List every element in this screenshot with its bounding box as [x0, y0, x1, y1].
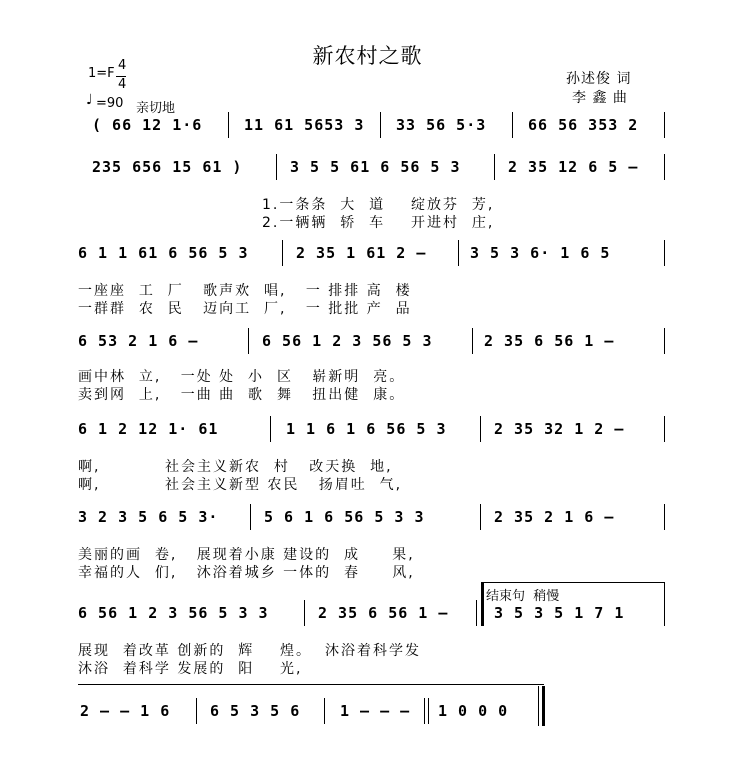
barline [664, 154, 665, 180]
barline [664, 416, 665, 442]
measure: 5 6 1 6 56 5 3 3 [264, 508, 425, 526]
measure: 6 53 2 1 6 – [78, 332, 199, 350]
barline [428, 698, 429, 724]
barline-double [481, 582, 484, 626]
lyric-verse-2: 卖到网 上, 一曲 曲 歌 舞 扭出健 康。 [78, 387, 406, 403]
lyric-verse-2: 啊, 社会主义新型 农民 扬眉吐 气, [78, 477, 403, 493]
measure: 3 5 3 6· 1 6 5 [470, 244, 611, 262]
barline [458, 240, 459, 266]
measure: ( 66 12 1·6 [92, 116, 203, 134]
lyric-verse-2: 一群群 农 民 迈向工 厂, 一 批批 产 品 [78, 301, 412, 317]
lyric-verse-2: 2.一辆辆 轿 车 开进村 庄, [262, 215, 495, 231]
lyric-verse-1: 啊, 社会主义新农 村 改天换 地, [78, 459, 393, 475]
barline [664, 240, 665, 266]
barline [664, 582, 665, 626]
tempo-marking: =90 [96, 96, 124, 111]
lyric-verse-1: 1.一条条 大 道 绽放芬 芳, [262, 197, 495, 213]
time-signature-denominator: 4 [118, 77, 127, 92]
measure: 235 656 15 61 ) [92, 158, 243, 176]
final-barline-thin [538, 686, 539, 726]
expression-marking: 亲切地 [136, 101, 176, 116]
time-signature-numerator: 4 [118, 58, 127, 73]
barline [248, 328, 249, 354]
ending-bracket [482, 582, 664, 583]
barline [228, 112, 229, 138]
barline [250, 504, 251, 530]
measure: 2 35 2 1 6 – [494, 508, 615, 526]
barline [270, 416, 271, 442]
measure: 1 0 0 0 [438, 702, 509, 720]
barline [196, 698, 197, 724]
measure: 2 35 6 56 1 – [484, 332, 615, 350]
measure: 3 2 3 5 6 5 3· [78, 508, 219, 526]
barline [512, 112, 513, 138]
ending-label: 结束句 稍慢 [486, 589, 560, 604]
lyric-verse-1: 美丽的画 卷, 展现着小康 建设的 成 果, [78, 547, 415, 563]
song-title: 新农村之歌 [312, 44, 423, 68]
barline [664, 328, 665, 354]
measure: 66 56 353 2 [528, 116, 639, 134]
lyricist-credit: 孙述俊 词 [566, 71, 632, 87]
barline [480, 416, 481, 442]
barline [282, 240, 283, 266]
measure: 1 – – – [340, 702, 411, 720]
measure: 6 5 3 5 6 [210, 702, 301, 720]
measure: 11 61 5653 3 [244, 116, 365, 134]
measure: 33 56 5·3 [396, 116, 487, 134]
barline [472, 328, 473, 354]
measure: 6 1 2 12 1· 61 [78, 420, 219, 438]
quarter-note-icon: ♩ [86, 92, 93, 108]
barline [664, 504, 665, 530]
lyric-verse-1: 画中林 立, 一处 处 小 区 崭新明 亮。 [78, 369, 406, 385]
barline [380, 112, 381, 138]
measure: 2 – – 1 6 [80, 702, 171, 720]
barline [480, 504, 481, 530]
lyric-verse-1: 展现 着改革 创新的 辉 煌。 沐浴着科学发 [78, 643, 421, 659]
measure: 2 35 12 6 5 – [508, 158, 639, 176]
barline [324, 698, 325, 724]
measure: 2 35 1 61 2 – [296, 244, 427, 262]
measure: 3 5 5 61 6 56 5 3 [290, 158, 461, 176]
measure: 6 1 1 61 6 56 5 3 [78, 244, 249, 262]
composer-credit: 李 鑫 曲 [572, 90, 628, 106]
lyric-verse-2: 沐浴 着科学 发展的 阳 光, [78, 661, 303, 677]
measure: 2 35 6 56 1 – [318, 604, 449, 622]
ending-bracket [78, 684, 544, 685]
barline [664, 112, 665, 138]
lyric-verse-1: 一座座 工 厂 歌声欢 唱, 一 排排 高 楼 [78, 283, 412, 299]
barline [494, 154, 495, 180]
barline [476, 600, 477, 626]
measure: 1 1 6 1 6 56 5 3 [286, 420, 447, 438]
key-signature: 1=F [88, 66, 115, 81]
measure: 2 35 32 1 2 – [494, 420, 625, 438]
final-barline-thick [542, 686, 545, 726]
measure: 6 56 1 2 3 56 5 3 [262, 332, 433, 350]
measure: 3 5 3 5 1 7 1 [494, 604, 625, 622]
barline [304, 600, 305, 626]
measure: 6 56 1 2 3 56 5 3 3 [78, 604, 269, 622]
barline [276, 154, 277, 180]
lyric-verse-2: 幸福的人 们, 沐浴着城乡 一体的 春 风, [78, 565, 415, 581]
barline [424, 698, 425, 724]
